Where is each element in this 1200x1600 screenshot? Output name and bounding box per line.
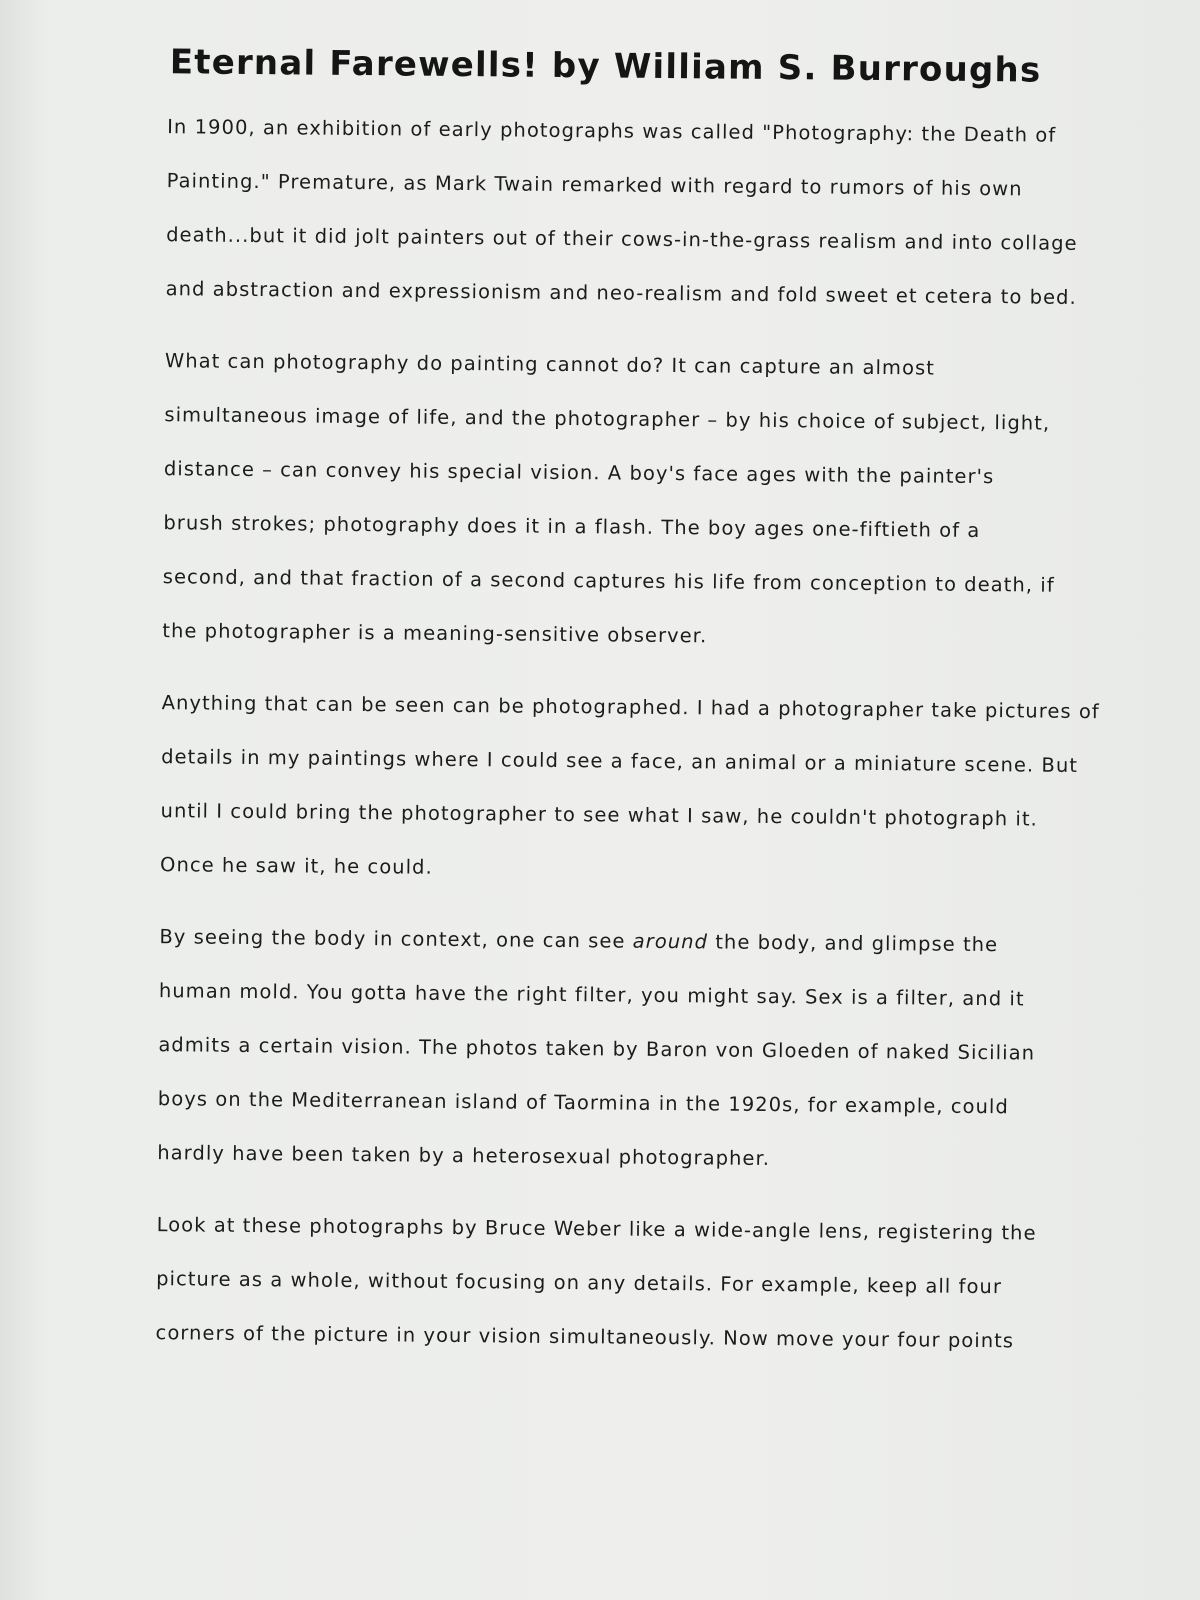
text-line: second, and that fraction of a second captures his life from conception to death, if <box>162 565 1055 597</box>
text-line: simultaneous image of life, and the photographer – by his choice of subject, light, <box>164 403 1051 435</box>
text-line: admits a certain vision. The photos taken by Baron von Gloeden of naked Sicilian <box>158 1033 1036 1065</box>
text-segment: the body, and glimpse the <box>707 930 999 957</box>
text-segment: By seeing the body in context, one can see <box>159 925 633 953</box>
text-line: distance – can convey his special vision. A boy's face ages with the painter's <box>163 457 995 489</box>
text-line: Look at these photographs by Bruce Weber like a wide-angle lens, registering the <box>156 1213 1037 1245</box>
text-line: death...but it did jolt painters out of their cows-in-the-grass realism and into collage <box>166 223 1078 255</box>
text-line <box>159 910 1111 973</box>
text-line: brush strokes; photography does it in a flash. The boy ages one-fiftieth of a <box>163 511 981 542</box>
text-line: the photographer is a meaning-sensitive observer. <box>162 619 708 648</box>
text-line: Once he saw it, he could. <box>159 853 433 879</box>
text-line: details in my paintings where I could see a face, an animal or a miniature scene. But <box>161 745 1079 777</box>
text-line: In 1900, an exhibition of early photographs was called "Photography: the Death of <box>167 115 1057 147</box>
paragraph-3 <box>160 676 1114 901</box>
text-line: Anything that can be seen can be photographed. I had a photographer take pictures of <box>161 691 1100 724</box>
paragraph-1 <box>165 100 1119 325</box>
text-line: picture as a whole, without focusing on any details. For example, keep all four <box>156 1267 1003 1299</box>
emphasized-word: around <box>632 929 709 954</box>
book-page <box>137 42 1120 1387</box>
text-line: What can photography do painting cannot do? It can capture an almost <box>164 349 936 380</box>
text-line: hardly have been taken by a heterosexual photographer. <box>157 1141 771 1171</box>
text-line: human mold. You gotta have the right filter, you might say. Sex is a filter, and it <box>158 979 1025 1011</box>
paragraph-2 <box>162 334 1117 667</box>
text-line: until I could bring the photographer to see what I saw, he couldn't photograph it. <box>160 799 1038 831</box>
text-line: Painting." Premature, as Mark Twain remarked with regard to rumors of his own <box>166 169 1023 201</box>
paragraph-5 <box>155 1198 1109 1369</box>
paragraph-4 <box>157 910 1112 1189</box>
text-line: corners of the picture in your vision simultaneously. Now move your four points <box>155 1321 1015 1353</box>
text-line: and abstraction and expressionism and neo-realism and fold sweet et cetera to bed. <box>165 277 1077 309</box>
essay-title: Eternal Farewells! by William S. Burroughs <box>169 42 1042 91</box>
text-line: boys on the Mediterranean island of Taormina in the 1920s, for example, could <box>157 1087 1009 1119</box>
